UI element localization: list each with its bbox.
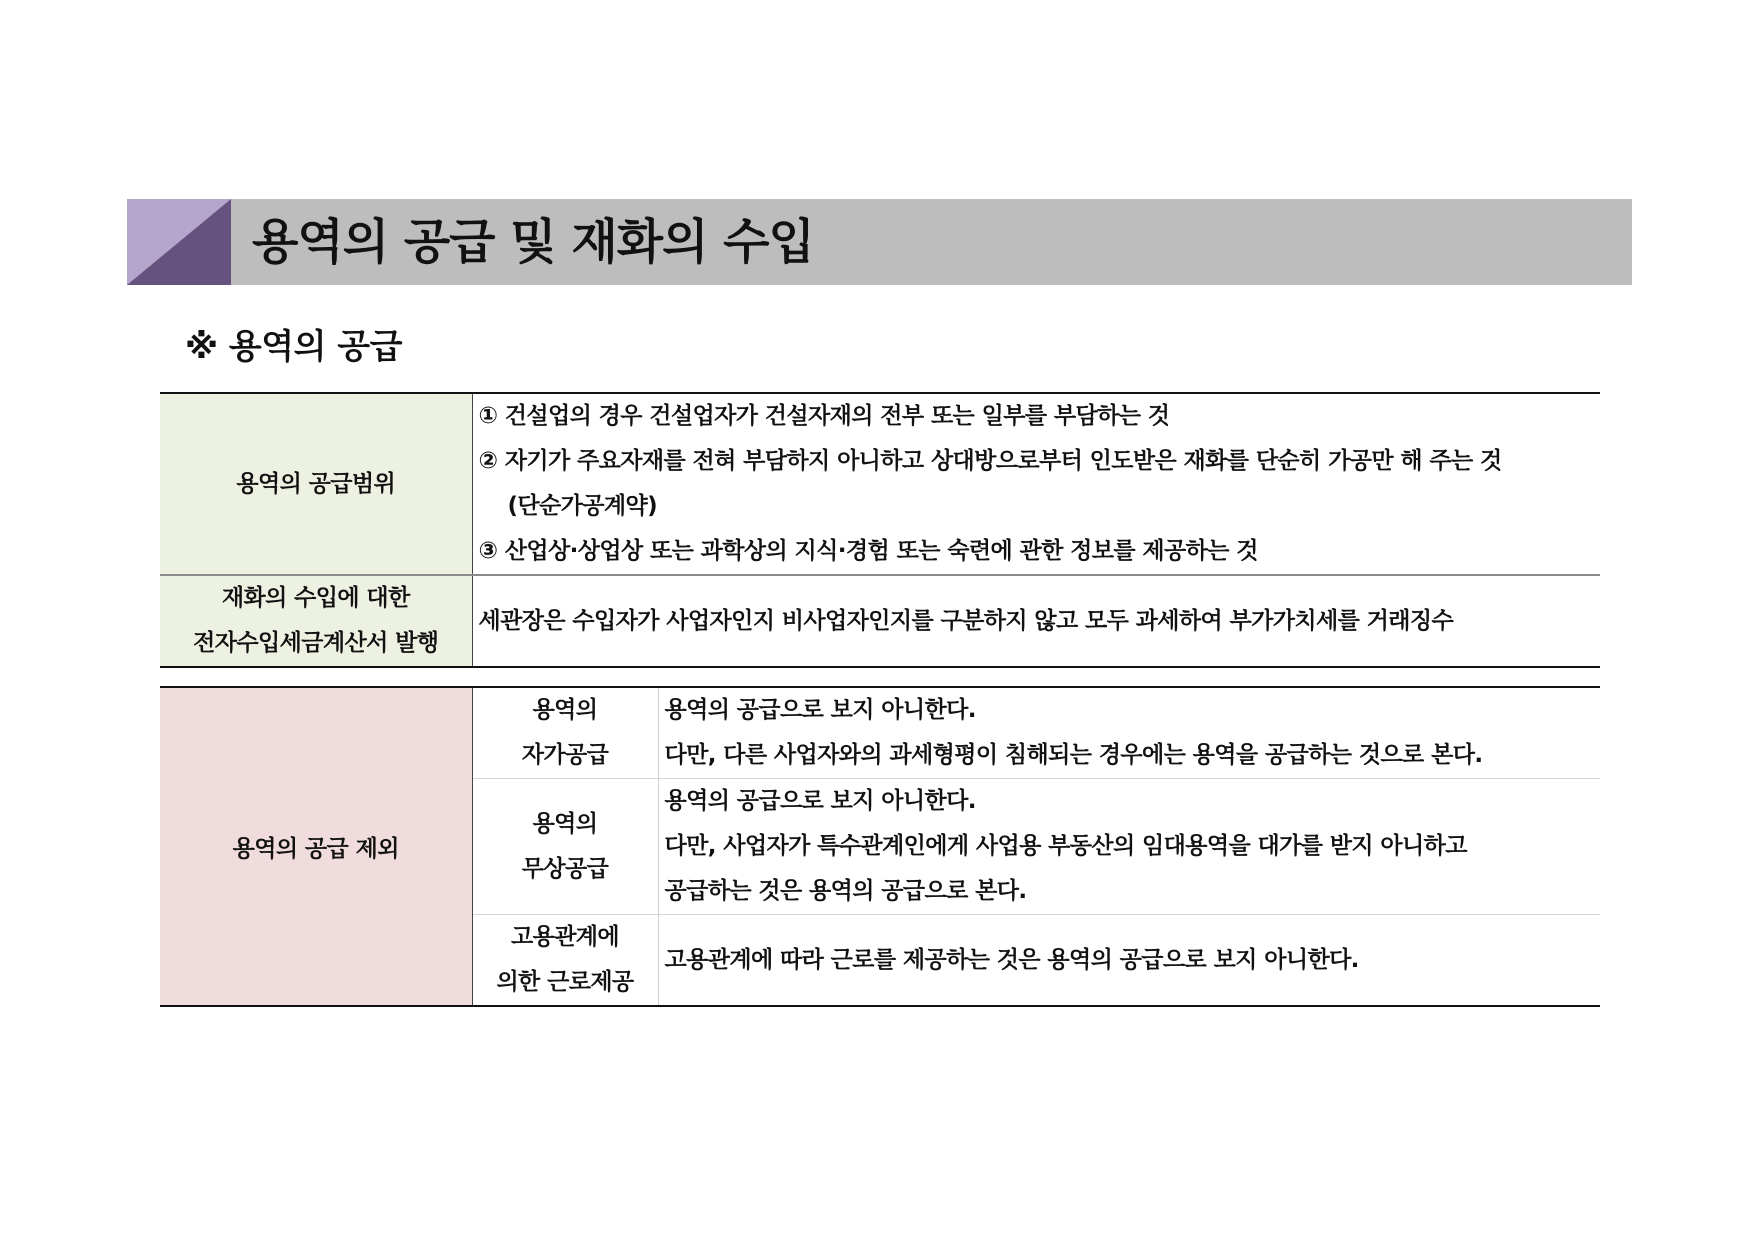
row-label-exclusion: 용역의 공급 제외 [160,687,472,1006]
table-row [160,393,1600,575]
content-line: ③ 산업상·상업상 또는 과학상의 지식·경험 또는 숙련에 관한 정보를 제공하는 것 [478,538,1258,564]
table-row [160,687,1600,779]
content-line: 고용관계에 따라 근로를 제공하는 것은 용역의 공급으로 보지 아니한다. [664,946,1359,973]
desc-free-supply [658,779,1600,915]
content-line: 용역의 공급으로 보지 아니한다. [664,788,976,814]
content-line: ① 건설업의 경우 건설업자가 건설자재의 전부 또는 일부를 부담하는 것 [478,403,1170,429]
content-line: 공급하는 것은 용역의 공급으로 본다. [664,878,1027,904]
content-line: 다만, 다른 사업자와의 과세형평이 침해되는 경우에는 용역을 공급하는 것으로 본다. [664,742,1483,768]
sub-label-free-supply [472,779,658,915]
sub-label-line: 자가공급 [521,742,609,768]
table-row [160,575,1600,667]
sub-label-self-supply [472,687,658,779]
content-line: ② 자기가 주요자재를 전혀 부담하지 아니하고 상대방으로부터 인도받은 재화를 단순히 가공만 해 주는 것 [478,448,1502,474]
desc-self-supply [658,687,1600,779]
row-content-import-invoice [472,575,1600,667]
page-title: 용역의 공급 및 재화의 수입 [252,214,814,270]
sub-label-employment [472,915,658,1007]
content-line: 다만, 사업자가 특수관계인에게 사업용 부동산의 임대용역을 대가를 받지 아니하고 [664,833,1467,859]
sub-label-line: 무상공급 [521,855,609,882]
service-supply-exclusion-table [160,686,1600,1007]
title-decoration [127,199,231,285]
sub-label-line: 고용관계에 [510,924,620,950]
service-supply-table [160,392,1600,668]
sub-label-line: 의한 근로제공 [496,969,634,995]
content-line: 세관장은 수입자가 사업자인지 비사업자인지를 구분하지 않고 모두 과세하여 부가가치세를 거래징수 [478,607,1454,634]
title-decoration-triangle [127,199,231,285]
row-label-line: 재화의 수입에 대한 [221,585,410,611]
section-title: ※ 용역의 공급 [185,327,402,367]
desc-employment [658,915,1600,1007]
row-label-service-scope [160,393,472,575]
row-label-line: 용역의 공급범위 [236,470,396,497]
sub-label-line: 용역의 [532,697,598,723]
sub-label-line: 용역의 [532,810,598,837]
row-content-service-scope [472,393,1600,575]
row-label-import-invoice [160,575,472,667]
content-line: 용역의 공급으로 보지 아니한다. [664,697,976,723]
row-label-line: 전자수입세금계산서 발행 [193,630,439,656]
content-line: (단순가공계약) [507,493,658,519]
